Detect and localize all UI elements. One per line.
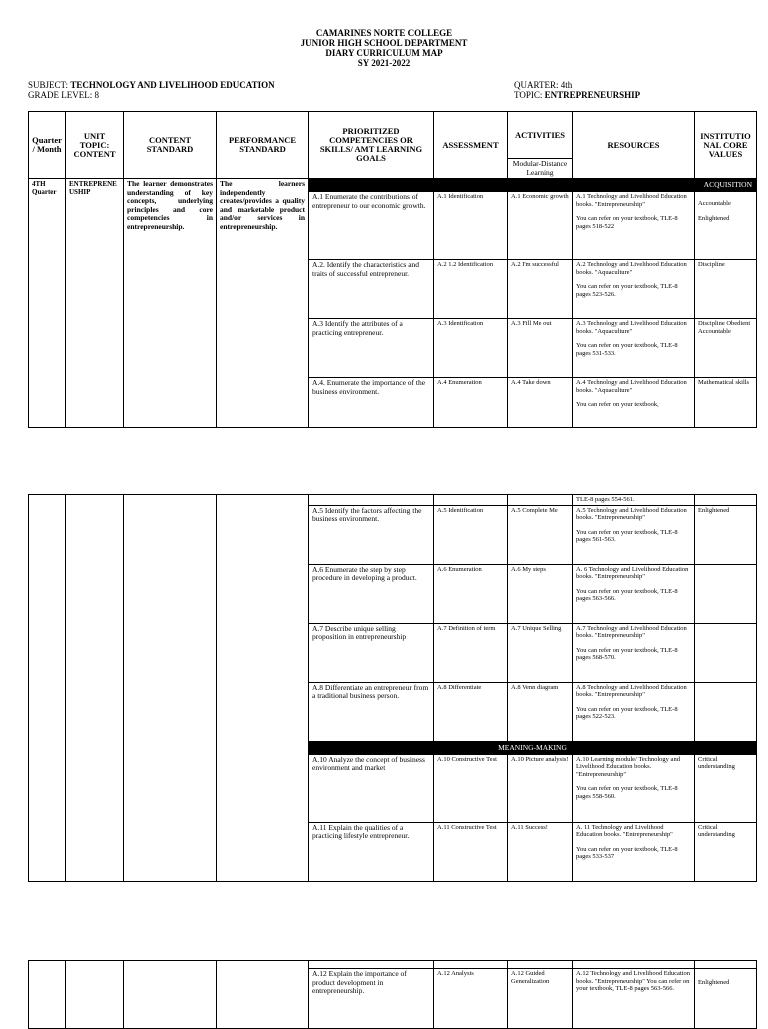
resources-cell	[573, 505, 695, 564]
values-cell: Critical understanding	[695, 754, 757, 822]
assessment-cell: A.10 Constructive Test	[434, 754, 508, 822]
resource-ref: You can refer on your textbook, TLE-8 pages 563-566.	[576, 587, 678, 602]
resource-ref: You can refer on your textbook, TLE-8 pages 522-523.	[576, 705, 678, 720]
curriculum-table-page3	[28, 960, 757, 1029]
meaning-making-band: MEANING-MAKING	[309, 741, 757, 754]
resources-cell	[573, 378, 695, 428]
department: JUNIOR HIGH SCHOOL DEPARTMENT	[300, 38, 468, 48]
values-cell: Discipline	[695, 260, 757, 319]
curriculum-table-page1	[28, 111, 757, 428]
blank-cell	[309, 961, 434, 969]
resource-text: A.2 Technology and Livelihood Education books. "Aquaculture"	[576, 261, 687, 276]
resources-cell	[573, 319, 695, 378]
resources-cell	[573, 192, 695, 260]
resource-text: A.1 Technology and Livelihood Education books. "Entrepreneurship"	[576, 193, 687, 208]
activity-cell: A.5 Complete Me	[508, 505, 573, 564]
resource-ref: You can refer on your textbook, TLE-8 pages 561-563.	[576, 528, 678, 543]
col-unit: UNIT TOPIC: CONTENT	[66, 112, 124, 179]
resource-ref: You can refer on your textbook, TLE-8 pages 531-533.	[576, 342, 678, 357]
competency-cell: A.6 Enumerate the step by step procedure in developing a product.	[309, 564, 434, 623]
quarter-label: QUARTER:	[514, 80, 561, 90]
col-competencies: PRIORITIZED COMPETENCIES OR SKILLS/ AMT LEARNING GOALS	[309, 112, 434, 179]
blank-unit-cell	[66, 961, 124, 1029]
resources-cell	[573, 260, 695, 319]
blank-performance-cell	[217, 495, 309, 882]
blank-cell	[508, 495, 573, 506]
col-content-standard: CONTENT STANDARD	[124, 112, 217, 179]
quarter-block	[514, 80, 640, 100]
resource-text: A. 6 Technology and Livelihood Education books. "Entrepreneurship"	[576, 565, 689, 580]
curriculum-table-page2	[28, 494, 757, 882]
resource-ref: You can refer on your textbook, TLE-8 pages 558-560.	[576, 785, 678, 800]
col-activities-sub: Modular-Distance Learning	[508, 159, 573, 179]
document-header	[0, 28, 768, 68]
assessment-cell: A.7 Definition of term	[434, 623, 508, 682]
subject-label: SUBJECT:	[28, 80, 71, 90]
values-cell: Mathematical skills	[695, 378, 757, 428]
activity-cell: A.12 Guided Generalization	[508, 969, 573, 1029]
subject-block	[28, 80, 275, 100]
grade-label: GRADE LEVEL:	[28, 90, 95, 100]
values-cell	[695, 682, 757, 741]
col-performance-standard: PERFORMANCE STANDARD	[217, 112, 309, 179]
competency-cell: A.5 Identify the factors affecting the business environment.	[309, 505, 434, 564]
competency-cell: A.8 Differentiate an entrepreneur from a traditional business person.	[309, 682, 434, 741]
performance-standard-cell: The learners independently creates/provides a quality and marketable product and/or services in entrepreneurship.	[217, 179, 309, 428]
activity-cell: A.2 I'm successful	[508, 260, 573, 319]
col-quarter: Quarter/ Month	[29, 112, 66, 179]
col-core-values: INSTITUTIONAL CORE VALUES	[695, 112, 757, 179]
resources-cell	[573, 754, 695, 822]
competency-cell: A.12 Explain the importance of product development in entrepreneurship.	[309, 969, 434, 1029]
competency-cell: A.4. Enumerate the importance of the business environment.	[309, 378, 434, 428]
values-cell	[695, 623, 757, 682]
competency-cell: A.1 Enumerate the contributions of entrepreneur to our economic growth.	[309, 192, 434, 260]
topic-value: ENTREPRENEURSHIP	[544, 90, 641, 100]
assessment-cell: A.12 Analysis	[434, 969, 508, 1029]
resource-ref: You can refer on your textbook, TLE-8 pages 568-570.	[576, 646, 678, 661]
resources-cell: A.12 Technology and Livelihood Education books. "Entrepreneurship" You can refer on your textbook, TLE-8 pages 563-566.	[573, 969, 695, 1029]
blank-performance-cell	[217, 961, 309, 1029]
blank-content-cell	[124, 961, 217, 1029]
assessment-cell: A.3 Identification	[434, 319, 508, 378]
blank-cell	[695, 961, 757, 969]
resources-cell	[573, 623, 695, 682]
acquisition-band: ACQUISITION	[309, 179, 757, 192]
assessment-cell: A.11 Constructive Test	[434, 822, 508, 881]
topic-label: TOPIC:	[514, 90, 545, 100]
activity-cell: A.3 Fill Me out	[508, 319, 573, 378]
competency-cell: A.11 Explain the qualities of a practicing lifestyle entrepreneur.	[309, 822, 434, 881]
activity-cell: A.11 Success!	[508, 822, 573, 881]
col-resources: RESOURCES	[573, 112, 695, 179]
assessment-cell: A.2 1.2 Identification	[434, 260, 508, 319]
assessment-cell: A.4 Enumeration	[434, 378, 508, 428]
values-cell: Discipline Obedient Accountable	[695, 319, 757, 378]
values-cell: Critical understanding	[695, 822, 757, 881]
competency-cell: A.3 Identify the attributes of a practicing entrepreneur.	[309, 319, 434, 378]
activity-cell: A.1 Economic growth	[508, 192, 573, 260]
activity-cell: A.8 Venn diagram	[508, 682, 573, 741]
resources-cell	[573, 822, 695, 881]
quarter-value: 4th	[560, 80, 573, 90]
document-title: DIARY CURRICULUM MAP	[325, 48, 443, 58]
blank-unit-cell	[66, 495, 124, 882]
col-activities: ACTIVITIES	[508, 112, 573, 159]
resources-cell	[573, 682, 695, 741]
subject-value: TECHNOLOGY AND LIVELIHOOD EDUCATION	[70, 80, 275, 90]
values-cell: Enlightened	[695, 969, 757, 1029]
blank-cell	[309, 495, 434, 506]
resource-ref: You can refer on your textbook, TLE-8 pages 523-526.	[576, 283, 678, 298]
blank-cell	[508, 961, 573, 969]
unit-cell: ENTREPRENEUSHIP	[66, 179, 124, 428]
blank-cell	[434, 495, 508, 506]
assessment-cell: A.8 Differentiate	[434, 682, 508, 741]
blank-cell	[434, 961, 508, 969]
competency-cell: A.2. Identify the characteristics and traits of successful entrepreneur.	[309, 260, 434, 319]
col-assessment: ASSESSMENT	[434, 112, 508, 179]
competency-cell: A.7 Describe unique selling proposition in entrepreneurship	[309, 623, 434, 682]
blank-quarter-cell	[29, 495, 66, 882]
activity-cell: A.4 Take down	[508, 378, 573, 428]
resource-text: A.4 Technology and Livelihood Education books. "Aquaculture"	[576, 379, 687, 394]
values-cell: Accountable Enlightened	[695, 192, 757, 260]
activity-cell: A.10 Picture analysis!	[508, 754, 573, 822]
resource-ref: You can refer on your textbook,	[576, 401, 659, 408]
activity-cell: A.7 Unique Selling	[508, 623, 573, 682]
assessment-cell: A.1 Identification	[434, 192, 508, 260]
resource-continued: TLE-8 pages 554-561.	[573, 495, 695, 506]
assessment-cell: A.6 Enumeration	[434, 564, 508, 623]
assessment-cell: A.5 Identification	[434, 505, 508, 564]
resource-text: A. 11 Technology and Livelihood Education books. "Entrepreneurship"	[576, 823, 673, 838]
content-standard-cell: The learner demonstrates understanding of key concepts, underlying principles and core competencies in entrepreneurship.	[124, 179, 217, 428]
resource-ref: You can refer on your textbook, TLE-8 pages 533-537	[576, 845, 678, 860]
school-name: CAMARINES NORTE COLLEGE	[315, 28, 453, 38]
resource-ref: You can refer on your textbook, TLE-8 pages 518-522	[576, 215, 678, 230]
blank-content-cell	[124, 495, 217, 882]
resource-text: A.5 Technology and Livelihood Education books. "Entrepreneurship"	[576, 506, 687, 521]
values-cell: Enlightened	[695, 505, 757, 564]
competency-cell: A.10 Analyze the concept of business environment and market	[309, 754, 434, 822]
resource-text: A.7 Technology and Livelihood Education books. "Entrepreneurship"	[576, 624, 687, 639]
resource-text: A.3 Technology and Livelihood Education books. "Aquaculture"	[576, 320, 687, 335]
resource-text: A.10 Learning module/ Technology and Livelihood Education books. "Entrepreneurship"	[576, 755, 680, 778]
resources-cell	[573, 564, 695, 623]
quarter-cell: 4TH Quarter	[29, 179, 66, 428]
blank-cell	[573, 961, 695, 969]
school-year: SY 2021-2022	[357, 58, 411, 68]
grade-value: 8	[94, 90, 99, 100]
blank-cell	[695, 495, 757, 506]
activity-cell: A.6 My steps	[508, 564, 573, 623]
values-cell	[695, 564, 757, 623]
blank-quarter-cell	[29, 961, 66, 1029]
resource-text: A.8 Technology and Livelihood Education books. "Entrepreneurship"	[576, 683, 687, 698]
